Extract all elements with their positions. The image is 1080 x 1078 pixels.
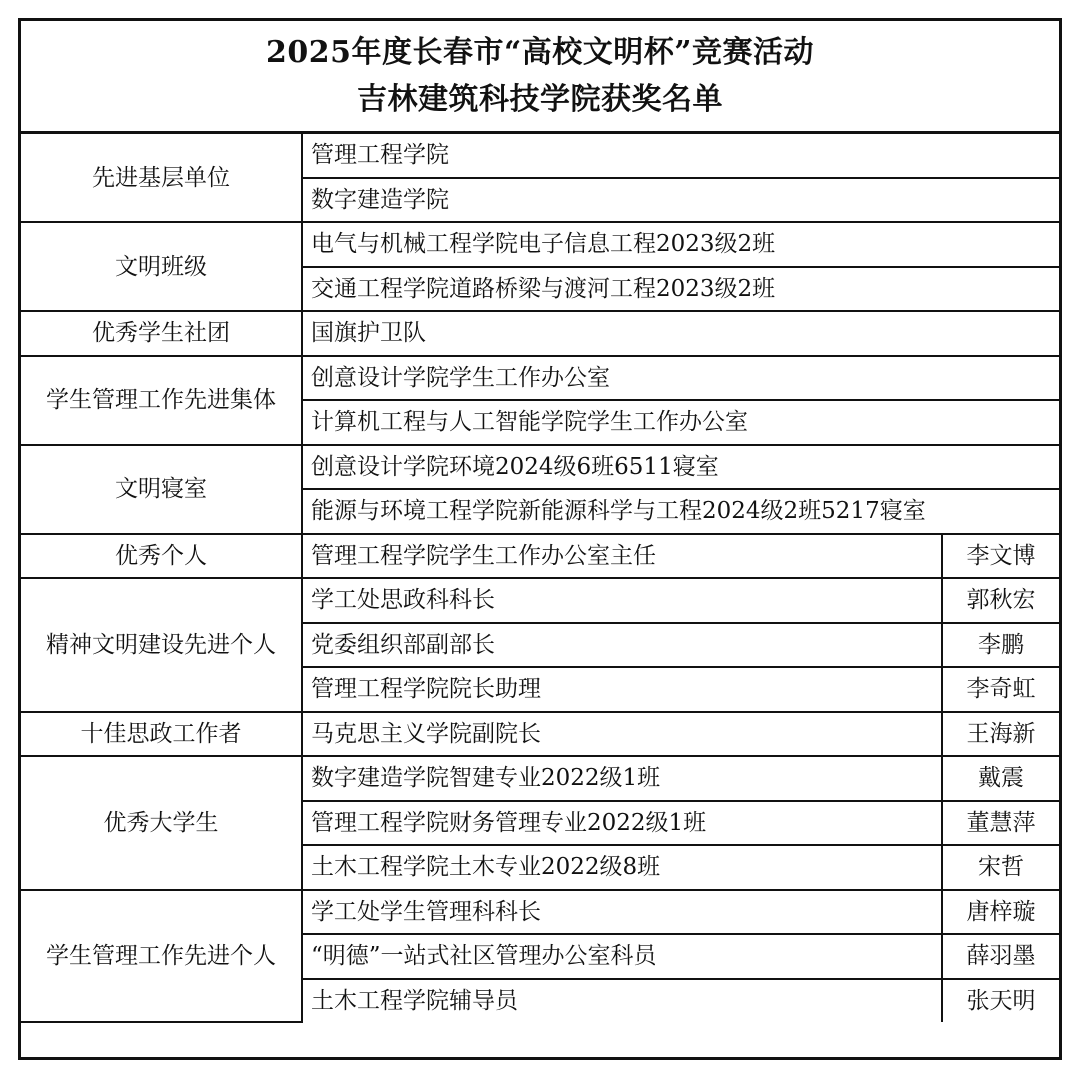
category-label: 学生管理工作先进个人 — [21, 890, 302, 1023]
category-label: 学生管理工作先进集体 — [21, 356, 302, 445]
table-row — [21, 578, 1059, 623]
table-row — [21, 756, 1059, 801]
category-label: 文明寝室 — [21, 445, 302, 534]
award-item: 交通工程学院道路桥梁与渡河工程2023级2班 — [302, 267, 1059, 312]
recipient-name: 郭秋宏 — [942, 578, 1059, 623]
category-label: 优秀学生社团 — [21, 311, 302, 356]
award-item: 计算机工程与人工智能学院学生工作办公室 — [302, 400, 1059, 445]
award-item: “明德”一站式社区管理办公室科员 — [302, 934, 942, 979]
category-label: 先进基层单位 — [21, 134, 302, 222]
award-item: 能源与环境工程学院新能源科学与工程2024级2班5217寝室 — [302, 489, 1059, 534]
table-row — [21, 712, 1059, 757]
award-item: 管理工程学院 — [302, 134, 1059, 178]
recipient-name: 董慧萍 — [942, 801, 1059, 846]
recipient-name: 王海新 — [942, 712, 1059, 757]
awards-table — [21, 134, 1059, 1023]
award-list-document — [18, 18, 1062, 1060]
title-line-1: 2025年度长春市“高校文明杯”竞赛活动 — [265, 35, 814, 70]
table-row — [21, 356, 1059, 401]
recipient-name: 宋哲 — [942, 845, 1059, 890]
recipient-name: 李奇虹 — [942, 667, 1059, 712]
recipient-name: 唐梓璇 — [942, 890, 1059, 935]
category-label: 十佳思政工作者 — [21, 712, 302, 757]
recipient-name: 张天明 — [942, 979, 1059, 1023]
table-row — [21, 311, 1059, 356]
category-label: 优秀大学生 — [21, 756, 302, 890]
award-item: 学工处思政科科长 — [302, 578, 942, 623]
award-item: 数字建造学院智建专业2022级1班 — [302, 756, 942, 801]
award-item: 数字建造学院 — [302, 178, 1059, 223]
table-row — [21, 890, 1059, 935]
table-row — [21, 534, 1059, 579]
table-row — [21, 222, 1059, 267]
recipient-name: 薛羽墨 — [942, 934, 1059, 979]
award-item: 管理工程学院学生工作办公室主任 — [302, 534, 942, 579]
recipient-name: 戴震 — [942, 756, 1059, 801]
category-label: 优秀个人 — [21, 534, 302, 579]
recipient-name: 李鹏 — [942, 623, 1059, 668]
table-row — [21, 134, 1059, 178]
table-row — [21, 445, 1059, 490]
award-item: 管理工程学院院长助理 — [302, 667, 942, 712]
award-item: 管理工程学院财务管理专业2022级1班 — [302, 801, 942, 846]
title-block — [21, 21, 1059, 134]
award-item: 马克思主义学院副院长 — [302, 712, 942, 757]
title-line-2: 吉林建筑科技学院获奖名单 — [357, 82, 723, 117]
award-item: 党委组织部副部长 — [302, 623, 942, 668]
category-label: 文明班级 — [21, 222, 302, 311]
award-item: 土木工程学院土木专业2022级8班 — [302, 845, 942, 890]
award-item: 电气与机械工程学院电子信息工程2023级2班 — [302, 222, 1059, 267]
category-label: 精神文明建设先进个人 — [21, 578, 302, 712]
award-item: 创意设计学院学生工作办公室 — [302, 356, 1059, 401]
award-item: 土木工程学院辅导员 — [302, 979, 942, 1023]
award-item: 国旗护卫队 — [302, 311, 1059, 356]
award-item: 学工处学生管理科科长 — [302, 890, 942, 935]
award-item: 创意设计学院环境2024级6班6511寝室 — [302, 445, 1059, 490]
recipient-name: 李文博 — [942, 534, 1059, 579]
